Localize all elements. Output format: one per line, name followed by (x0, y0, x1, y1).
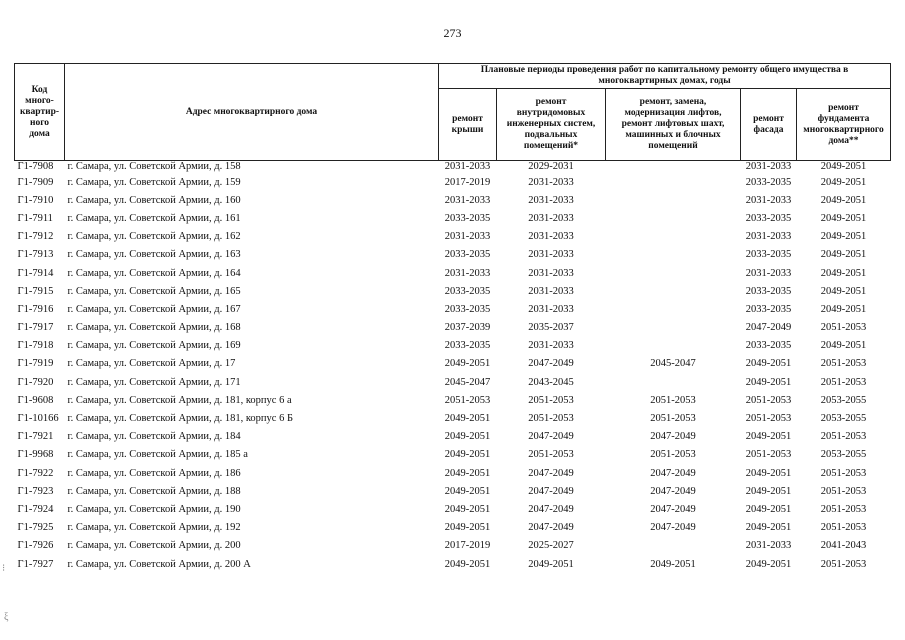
cell-lifts: 2049-2051 (650, 558, 696, 570)
cell-code: Г1-7909 (17, 176, 54, 188)
cell-code: Г1-7922 (17, 467, 54, 479)
cell-foundation: 2051-2053 (820, 485, 867, 497)
repair-schedule-table (14, 63, 891, 573)
cell-lifts (606, 537, 741, 555)
cell-facade: 2033-2035 (745, 212, 792, 224)
table-row (15, 191, 891, 209)
cell-lifts: 2047-2049 (650, 485, 696, 497)
cell-foundation: 2049-2051 (820, 231, 867, 243)
scan-mark: ξ (4, 612, 9, 623)
cell-facade: 2031-2033 (745, 540, 792, 552)
cell-code: Г1-9608 (17, 394, 54, 406)
cell-foundation: 2051-2053 (820, 522, 867, 534)
cell-roof: 2031-2033 (444, 161, 491, 172)
table-row (15, 428, 891, 446)
cell-lifts (606, 319, 741, 337)
cell-address: г. Самара, ул. Советской Армии, д. 158 (67, 161, 241, 172)
cell-address: г. Самара, ул. Советской Армии, д. 200 (67, 540, 241, 552)
cell-roof: 2049-2051 (444, 467, 491, 479)
cell-systems: 2025-2027 (528, 540, 574, 552)
cell-lifts (606, 373, 741, 391)
cell-lifts (606, 173, 741, 191)
cell-address: г. Самара, ул. Советской Армии, д. 164 (67, 267, 241, 279)
cell-facade: 2049-2051 (745, 558, 792, 570)
cell-systems: 2031-2033 (528, 249, 574, 261)
cell-roof: 2049-2051 (444, 431, 491, 443)
cell-systems: 2047-2049 (528, 522, 574, 534)
cell-facade: 2031-2033 (745, 231, 792, 243)
cell-code: Г1-7917 (17, 322, 54, 334)
cell-roof: 2031-2033 (444, 194, 491, 206)
cell-lifts (606, 282, 741, 300)
cell-code: Г1-7912 (17, 231, 54, 243)
cell-foundation: 2051-2053 (820, 503, 867, 515)
table-row (15, 161, 891, 174)
cell-lifts: 2047-2049 (650, 522, 696, 534)
cell-code: Г1-7918 (17, 340, 54, 352)
cell-roof: 2049-2051 (444, 503, 491, 515)
cell-code: Г1-7908 (17, 161, 54, 172)
table-row (15, 500, 891, 518)
cell-systems: 2047-2049 (528, 485, 574, 497)
table-row (15, 555, 891, 573)
cell-lifts: 2047-2049 (650, 503, 696, 515)
cell-foundation: 2049-2051 (820, 285, 867, 297)
cell-code: Г1-7923 (17, 485, 54, 497)
page-number: 273 (443, 26, 462, 40)
cell-lifts: 2045-2047 (650, 358, 696, 370)
cell-roof: 2033-2035 (444, 340, 491, 352)
cell-address: г. Самара, ул. Советской Армии, д. 192 (67, 522, 241, 534)
table-row (15, 246, 891, 264)
header-roof: ремонт крыши (439, 89, 497, 161)
cell-systems: 2049-2051 (528, 558, 574, 570)
table-row (15, 446, 891, 464)
cell-address: г. Самара, ул. Советской Армии, д. 161 (67, 212, 241, 224)
cell-systems: 2031-2033 (528, 212, 574, 224)
cell-address: г. Самара, ул. Советской Армии, д. 171 (67, 376, 241, 388)
cell-code: Г1-7915 (17, 285, 54, 297)
cell-code: Г1-9968 (17, 449, 54, 461)
table-row (15, 373, 891, 391)
table-row (15, 409, 891, 427)
cell-facade: 2049-2051 (745, 503, 792, 515)
cell-address: г. Самара, ул. Советской Армии, д. 167 (67, 303, 241, 315)
cell-systems: 2043-2045 (528, 376, 574, 388)
cell-roof: 2045-2047 (444, 376, 491, 388)
cell-lifts (606, 337, 741, 355)
cell-roof: 2037-2039 (444, 322, 491, 334)
cell-systems: 2051-2053 (528, 449, 574, 461)
cell-roof: 2017-2019 (444, 540, 491, 552)
cell-systems: 2047-2049 (528, 431, 574, 443)
table-row (15, 537, 891, 555)
cell-foundation: 2051-2053 (820, 358, 867, 370)
cell-address: г. Самара, ул. Советской Армии, д. 188 (67, 485, 241, 497)
cell-lifts: 2051-2053 (650, 413, 696, 425)
cell-facade: 2031-2033 (745, 194, 792, 206)
table-row (15, 519, 891, 537)
cell-roof: 2031-2033 (444, 267, 491, 279)
cell-foundation: 2049-2051 (820, 340, 867, 352)
cell-facade: 2051-2053 (745, 449, 792, 461)
cell-facade: 2033-2035 (745, 249, 792, 261)
cell-roof: 2017-2019 (444, 176, 491, 188)
header-address: Адрес многоквартирного дома (65, 64, 439, 161)
cell-address: г. Самара, ул. Советской Армии, д. 17 (67, 358, 236, 370)
cell-address: г. Самара, ул. Советской Армии, д. 163 (67, 249, 241, 261)
cell-foundation: 2053-2055 (820, 413, 867, 425)
cell-roof: 2049-2051 (444, 522, 491, 534)
cell-foundation: 2049-2051 (820, 176, 867, 188)
cell-facade: 2049-2051 (745, 376, 792, 388)
cell-lifts: 2051-2053 (650, 394, 696, 406)
cell-facade: 2049-2051 (745, 485, 792, 497)
cell-facade: 2051-2053 (745, 413, 792, 425)
cell-facade: 2047-2049 (745, 322, 792, 334)
cell-facade: 2051-2053 (745, 394, 792, 406)
cell-code: Г1-7913 (17, 249, 54, 261)
cell-foundation: 2049-2051 (820, 194, 867, 206)
cell-systems: 2029-2031 (528, 161, 574, 172)
cell-facade: 2033-2035 (745, 176, 792, 188)
cell-foundation: 2049-2051 (820, 303, 867, 315)
cell-systems: 2031-2033 (528, 194, 574, 206)
header-planned-periods: Плановые периоды проведения работ по капитальному ремонту общего имущества в многоквартирных домах, годы (439, 64, 891, 89)
cell-address: г. Самара, ул. Советской Армии, д. 165 (67, 285, 241, 297)
cell-foundation: 2049-2051 (820, 249, 867, 261)
cell-foundation: 2051-2053 (820, 431, 867, 443)
cell-foundation: 2051-2053 (820, 376, 867, 388)
cell-lifts: 2047-2049 (650, 467, 696, 479)
cell-lifts: 2051-2053 (650, 449, 696, 461)
cell-lifts (606, 191, 741, 209)
table-row (15, 319, 891, 337)
header-systems: ремонт внутридомовых инженерных систем, подвальных помещений* (497, 89, 606, 161)
cell-foundation: 2051-2053 (820, 322, 867, 334)
cell-address: г. Самара, ул. Советской Армии, д. 184 (67, 431, 241, 443)
cell-lifts (606, 228, 741, 246)
cell-address: г. Самара, ул. Советской Армии, д. 200 А (67, 558, 251, 570)
header-facade: ремонт фасада (741, 89, 797, 161)
cell-foundation: 2053-2055 (820, 449, 867, 461)
cell-address: г. Самара, ул. Советской Армии, д. 181, корпус 6 а (67, 394, 292, 406)
table-row (15, 264, 891, 282)
cell-address: г. Самара, ул. Советской Армии, д. 186 (67, 467, 241, 479)
header-lifts: ремонт, замена, модернизация лифтов, ремонт лифтовых шахт, машинных и блочных помещений (606, 89, 741, 161)
table-row (15, 391, 891, 409)
table-row (15, 282, 891, 300)
cell-lifts (606, 264, 741, 282)
scan-mark: ⁝ (2, 563, 6, 574)
cell-systems: 2047-2049 (528, 358, 574, 370)
cell-address: г. Самара, ул. Советской Армии, д. 181, корпус 6 Б (67, 413, 293, 425)
cell-address: г. Самара, ул. Советской Армии, д. 162 (67, 231, 241, 243)
cell-lifts (606, 246, 741, 264)
cell-code: Г1-7916 (17, 303, 54, 315)
cell-roof: 2051-2053 (444, 394, 491, 406)
cell-facade: 2049-2051 (745, 358, 792, 370)
cell-facade: 2033-2035 (745, 285, 792, 297)
header-code: Код много- квартир- ного дома (15, 64, 65, 161)
table-row (15, 173, 891, 191)
cell-systems: 2031-2033 (528, 303, 574, 315)
cell-facade: 2049-2051 (745, 431, 792, 443)
table-row (15, 228, 891, 246)
cell-code: Г1-7914 (17, 267, 54, 279)
cell-roof: 2049-2051 (444, 449, 491, 461)
cell-code: Г1-10166 (17, 413, 59, 425)
cell-systems: 2031-2033 (528, 231, 574, 243)
header-foundation: ремонт фундамента многоквартирного дома** (797, 89, 891, 161)
cell-foundation: 2053-2055 (820, 394, 867, 406)
cell-code: Г1-7910 (17, 194, 54, 206)
cell-facade: 2031-2033 (745, 161, 792, 172)
table-row (15, 300, 891, 318)
cell-roof: 2049-2051 (444, 358, 491, 370)
cell-code: Г1-7925 (17, 522, 54, 534)
cell-systems: 2031-2033 (528, 176, 574, 188)
cell-systems: 2047-2049 (528, 467, 574, 479)
cell-facade: 2033-2035 (745, 340, 792, 352)
cell-code: Г1-7924 (17, 503, 54, 515)
cell-code: Г1-7921 (17, 431, 54, 443)
cell-lifts (606, 209, 741, 227)
cell-foundation: 2049-2051 (820, 212, 867, 224)
cell-address: г. Самара, ул. Советской Армии, д. 160 (67, 194, 241, 206)
cell-code: Г1-7919 (17, 358, 54, 370)
table-row (15, 337, 891, 355)
cell-roof: 2031-2033 (444, 231, 491, 243)
cell-lifts (606, 161, 741, 174)
cell-address: г. Самара, ул. Советской Армии, д. 168 (67, 322, 241, 334)
cell-roof: 2049-2051 (444, 558, 491, 570)
cell-address: г. Самара, ул. Советской Армии, д. 169 (67, 340, 241, 352)
table-row (15, 482, 891, 500)
cell-systems: 2031-2033 (528, 340, 574, 352)
cell-systems: 2031-2033 (528, 267, 574, 279)
cell-code: Г1-7920 (17, 376, 54, 388)
cell-lifts: 2047-2049 (650, 431, 696, 443)
cell-roof: 2033-2035 (444, 212, 491, 224)
cell-address: г. Самара, ул. Советской Армии, д. 190 (67, 503, 241, 515)
table-row (15, 464, 891, 482)
cell-code: Г1-7926 (17, 540, 54, 552)
cell-roof: 2049-2051 (444, 485, 491, 497)
cell-facade: 2031-2033 (745, 267, 792, 279)
cell-foundation: 2049-2051 (820, 161, 867, 172)
cell-facade: 2049-2051 (745, 467, 792, 479)
cell-foundation: 2049-2051 (820, 267, 867, 279)
cell-systems: 2031-2033 (528, 285, 574, 297)
cell-code: Г1-7927 (17, 558, 54, 570)
cell-foundation: 2051-2053 (820, 558, 867, 570)
table-row (15, 355, 891, 373)
cell-roof: 2049-2051 (444, 413, 491, 425)
cell-roof: 2033-2035 (444, 249, 491, 261)
cell-foundation: 2041-2043 (820, 540, 867, 552)
cell-systems: 2047-2049 (528, 503, 574, 515)
cell-facade: 2049-2051 (745, 522, 792, 534)
cell-facade: 2033-2035 (745, 303, 792, 315)
cell-roof: 2033-2035 (444, 303, 491, 315)
cell-address: г. Самара, ул. Советской Армии, д. 159 (67, 176, 241, 188)
cell-code: Г1-7911 (17, 212, 53, 224)
cell-address: г. Самара, ул. Советской Армии, д. 185 а (67, 449, 248, 461)
cell-foundation: 2051-2053 (820, 467, 867, 479)
cell-systems: 2051-2053 (528, 394, 574, 406)
table-row (15, 209, 891, 227)
cell-lifts (606, 300, 741, 318)
cell-systems: 2035-2037 (528, 322, 574, 334)
cell-systems: 2051-2053 (528, 413, 574, 425)
cell-roof: 2033-2035 (444, 285, 491, 297)
